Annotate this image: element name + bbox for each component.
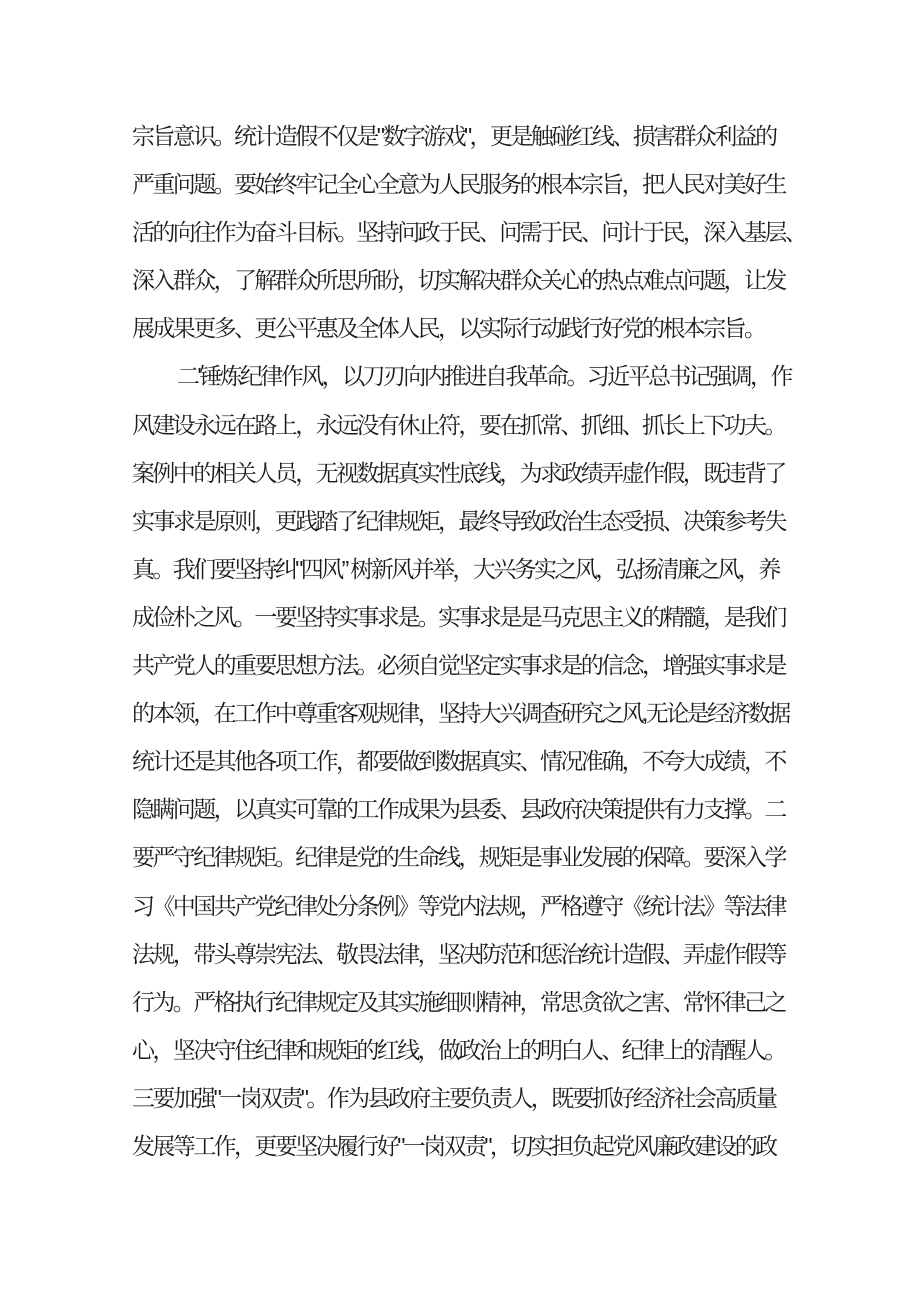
text-line: 法规，带头尊崇宪法、敬畏法律，坚决防范和惩治统计造假、弄虚作假等 <box>132 940 785 967</box>
text-line: 风建设永远在路上，永远没有休止符，要在抓常、抓细、抓长上下功夫。 <box>132 411 785 438</box>
text-line: 三要加强"一岗双责"。作为县政府主要负责人，既要抓好经济社会高质量 <box>132 1084 776 1111</box>
document-body <box>132 112 832 1170</box>
text-line: 的本领，在工作中尊重客观规律，坚持大兴调查研究之风,无论是经济数据 <box>132 700 789 727</box>
text-line: 统计还是其他各项工作，都要做到数据真实、情况准确，不夸大成绩，不 <box>132 748 785 775</box>
text-line: 严重问题。要始终牢记全心全意为人民服务的根本宗旨，把人民对美好生 <box>132 171 785 198</box>
text-line: 隐瞒问题，以真实可靠的工作成果为县委、县政府决策提供有力支撑。二 <box>132 796 785 823</box>
text-line: 成俭朴之风。一要坚持实事求是。实事求是是马克思主义的精髓，是我们 <box>132 603 785 630</box>
text-line: 二'锤炼纪律作风，以刀刃向内推进自我革命。习近平总书记强调，作 <box>177 363 791 390</box>
text-line: 心，坚决守住纪律和规矩的红线，做政治上的明白人、纪律上的清醒人。 <box>132 1036 785 1063</box>
text-line: 宗旨意识。统计造假不仅是"数字游戏"，更是触碰红线、损害群众利益的 <box>132 123 776 149</box>
text-line: 实事求是原则，更践踏了纪律规矩，最终导致政治生态受损、决策参考失 <box>132 507 785 534</box>
text-line: 习《中国共产党纪律处分条例》等党内法规，严格遵守《统计法》等法律 <box>132 892 785 919</box>
text-line: 深入群众，了解群众所思所盼，切实解决群众关心的热点难点问题，让发 <box>132 267 785 294</box>
text-line: 展成果更多、更公平惠及全体人民，以实际行动践行好党的根本宗旨。 <box>132 315 765 342</box>
paragraph-1 <box>132 112 832 352</box>
text-line: 活的向往作为奋斗目标。坚持问政于民、问需于民、问计于民，深入基层、 <box>132 219 806 246</box>
text-line: 真。我们要坚持纠"四风” 树新风并举，大兴务实之风，弘扬清廉之风，养 <box>132 555 779 582</box>
text-line: 行为。严格执行纪律规定及其实施细则精神，常思贪欲之害、常怀律己之 <box>132 988 785 1015</box>
text-line: 案例中的相关人员，无视数据真实性底线，为求政绩弄虚作假，既违背了 <box>132 459 785 486</box>
paragraph-2 <box>132 352 832 1170</box>
text-line: 共产党人的重要思想方法。必须自觉坚定实事求是的信念，增强实事求是 <box>132 652 785 679</box>
text-line: 发展等工作，更要坚决履行好"一岗双责"，切实担负起党风廉政建设的政 <box>132 1132 776 1159</box>
text-line: 要严守纪律规矩。纪律是党的生命线，规矩是事业发展的保障。要深入学 <box>132 844 785 871</box>
